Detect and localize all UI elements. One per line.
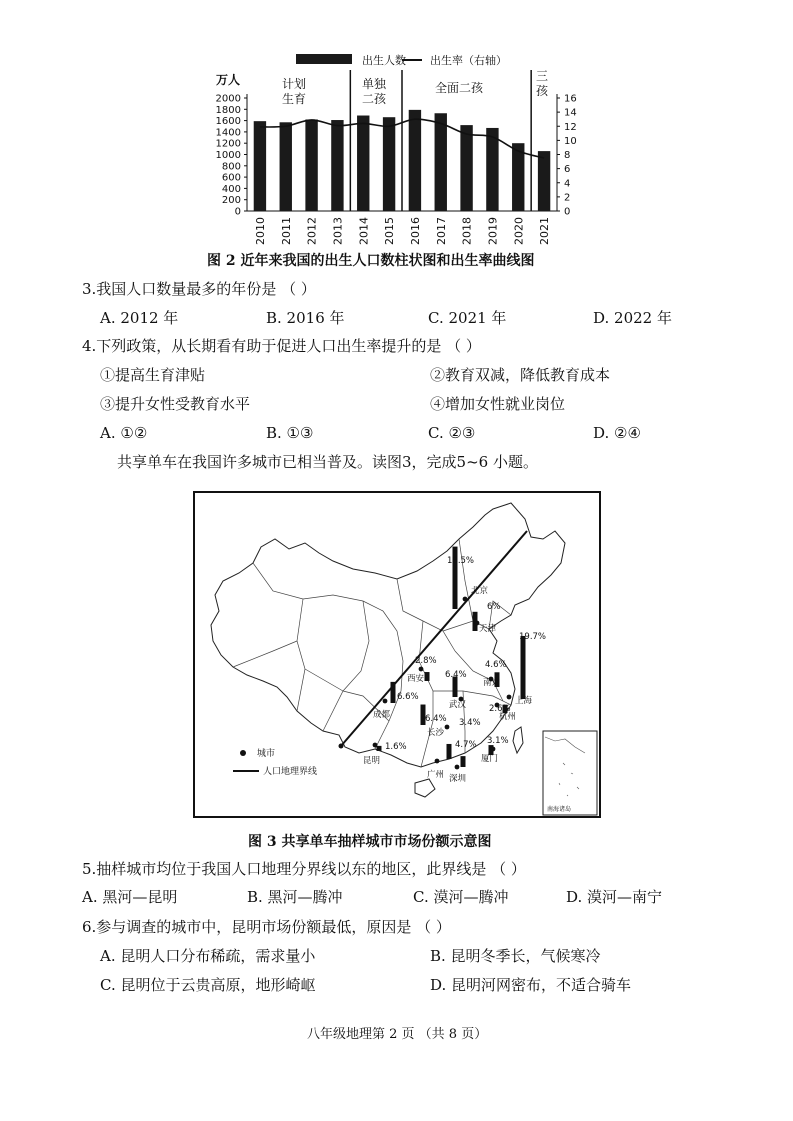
- city-label: 广州: [427, 770, 445, 780]
- q4-option-c: C. ②③: [428, 424, 476, 442]
- share-value-label: 2.6%: [489, 704, 511, 714]
- left-tick-label: 1200: [215, 138, 241, 150]
- bar-2019: [486, 128, 498, 211]
- period-label: 全面二孩: [434, 81, 484, 95]
- bar-2021: [538, 151, 550, 211]
- left-tick-label: 1400: [215, 127, 241, 139]
- share-value-label: 4.7%: [455, 740, 477, 750]
- right-tick-label: 8: [564, 150, 571, 161]
- q4-item-2: ②教育双减，降低教育成本: [430, 366, 611, 384]
- left-tick-label: 800: [221, 161, 241, 173]
- city-label: 杭州: [499, 712, 517, 722]
- city-dot-长沙: [445, 725, 450, 730]
- q6-option-d: D. 昆明河网密布，不适合骑车: [430, 976, 632, 994]
- q4-option-a: A. ①②: [100, 424, 148, 442]
- bar-2015: [383, 117, 395, 211]
- share-value-label: 6.4%: [445, 670, 467, 680]
- share-value-label: 19.5%: [447, 556, 475, 566]
- x-tick-label: 2015: [383, 217, 397, 245]
- city-dot-西安: [419, 667, 424, 672]
- city-dot-深圳: [455, 765, 460, 770]
- q5-option-b: B. 黑河—腾冲: [247, 888, 343, 906]
- x-tick-label: 2014: [357, 217, 371, 245]
- share-bar-成都: [391, 682, 396, 703]
- share-bar-广州: [447, 744, 452, 759]
- q4-item-4: ④增加女性就业岗位: [430, 395, 566, 413]
- right-tick-label: 2: [564, 192, 571, 204]
- q5-option-d: D. 漠河—南宁: [566, 888, 663, 906]
- legend-line-label: 出生率（右轴）: [430, 54, 507, 67]
- inset-label: 南海诸岛: [547, 806, 572, 813]
- left-axis-unit: 万人: [216, 73, 241, 87]
- share-bar-西安: [425, 672, 430, 681]
- right-tick-label: 4: [564, 178, 571, 190]
- x-tick-label: 2010: [253, 217, 267, 245]
- city-label: 西安: [407, 674, 425, 684]
- china-map-figure: [193, 491, 601, 818]
- x-tick-label: 2018: [460, 217, 474, 245]
- right-tick-label: 12: [564, 121, 577, 133]
- share-value-label: 6.4%: [425, 714, 447, 724]
- q3-option-c: C. 2021 年: [428, 309, 507, 327]
- city-dot-北京: [463, 597, 468, 602]
- q3-option-a: A. 2012 年: [100, 309, 179, 327]
- city-label: 北京: [471, 586, 489, 596]
- bar-2010: [254, 121, 266, 211]
- left-tick-label: 600: [221, 172, 241, 184]
- intro-text: 共享单车在我国许多城市已相当普及。读图3，完成5~6 小题。: [117, 453, 538, 471]
- share-value-label: 4.6%: [485, 660, 507, 670]
- x-tick-label: 2019: [486, 217, 500, 245]
- city-label: 天津: [479, 624, 497, 634]
- bar-2013: [331, 120, 343, 211]
- period-label: 计划: [281, 77, 307, 91]
- q5-option-c: C. 漠河—腾冲: [413, 888, 509, 906]
- period-label: 孩: [535, 84, 549, 98]
- q4-option-b: B. ①③: [266, 424, 314, 442]
- q4-item-3: ③提升女性受教育水平: [100, 395, 251, 413]
- birth-chart: [0, 0, 793, 250]
- legend-line-label: 人口地理界线: [263, 767, 318, 777]
- q4-option-d: D. ②④: [593, 424, 641, 442]
- left-tick-label: 200: [221, 195, 241, 207]
- left-tick-label: 1800: [215, 104, 241, 116]
- share-value-label: 6.6%: [397, 692, 419, 702]
- bar-2012: [305, 119, 317, 211]
- share-value-label: 2.8%: [415, 656, 437, 666]
- bar-2017: [435, 113, 447, 211]
- left-tick-label: 1000: [215, 150, 241, 161]
- boundary-endpoint: [339, 744, 344, 749]
- bar-2016: [409, 110, 421, 211]
- q6-stem: 6.参与调查的城市中，昆明市场份额最低，原因是 （ ）: [82, 918, 451, 936]
- left-tick-label: 0: [234, 206, 241, 218]
- left-tick-label: 400: [221, 183, 241, 195]
- right-tick-label: 6: [564, 164, 571, 176]
- city-dot-厦门: [491, 747, 496, 752]
- right-tick-label: 10: [564, 135, 577, 147]
- city-dot-广州: [435, 759, 440, 764]
- q3-option-b: B. 2016 年: [266, 309, 345, 327]
- x-tick-label: 2020: [512, 217, 526, 245]
- bar-2018: [460, 125, 472, 211]
- q6-option-b: B. 昆明冬季长，气候寒冷: [430, 947, 601, 965]
- right-tick-label: 14: [564, 107, 577, 119]
- q5-stem: 5.抽样城市均位于我国人口地理分界线以东的地区，此界线是 （ ）: [82, 860, 526, 878]
- x-tick-label: 2021: [538, 217, 552, 245]
- q4-stem: 4.下列政策，从长期看有助于促进人口出生率提升的是 （ ）: [82, 337, 481, 355]
- q6-option-a: A. 昆明人口分布稀疏，需求量小: [100, 947, 316, 965]
- left-tick-label: 1600: [215, 116, 241, 128]
- period-label: 生育: [281, 92, 307, 106]
- period-label: 单独: [361, 77, 387, 91]
- share-value-label: 3.1%: [487, 736, 509, 746]
- x-tick-label: 2017: [434, 217, 448, 245]
- city-label: 南京: [483, 678, 501, 688]
- city-label: 武汉: [449, 700, 467, 710]
- south-china-sea-inset: [543, 731, 597, 815]
- city-dot-昆明: [373, 743, 378, 748]
- left-tick-label: 2000: [215, 93, 241, 105]
- legend-city-dot: [240, 750, 246, 756]
- q6-option-c: C. 昆明位于云贵高原，地形崎岖: [100, 976, 316, 994]
- share-bar-深圳: [461, 756, 466, 767]
- legend-city-label: 城市: [257, 749, 276, 759]
- city-label: 长沙: [427, 728, 445, 738]
- q3-stem: 3.我国人口数量最多的年份是 （ ）: [82, 280, 316, 298]
- bar-2020: [512, 143, 524, 211]
- page-footer: 八年级地理第 2 页 （共 8 页）: [307, 1027, 488, 1042]
- bar-2014: [357, 116, 369, 211]
- legend-bar-label: 出生人数: [362, 54, 406, 67]
- x-tick-label: 2013: [331, 217, 345, 245]
- bar-2011: [280, 122, 292, 211]
- city-dot-上海: [507, 695, 512, 700]
- city-label: 昆明: [363, 756, 381, 766]
- figure2-caption: 图 2 近年来我国的出生人口数柱状图和出生率曲线图: [207, 253, 535, 269]
- q3-option-d: D. 2022 年: [593, 309, 672, 327]
- city-dot-成都: [383, 699, 388, 704]
- city-label: 厦门: [481, 754, 499, 764]
- share-value-label: 6%: [487, 602, 501, 612]
- share-value-label: 3.4%: [459, 718, 481, 728]
- q4-item-1: ①提高生育津贴: [100, 366, 206, 384]
- period-label: 三: [535, 69, 549, 83]
- share-value-label: 1.6%: [385, 742, 407, 752]
- city-label: 成都: [373, 710, 391, 720]
- right-tick-label: 16: [564, 93, 577, 105]
- x-tick-label: 2011: [279, 217, 293, 245]
- share-bar-上海: [521, 636, 526, 699]
- x-tick-label: 2012: [305, 217, 319, 245]
- city-label: 深圳: [449, 774, 467, 784]
- share-value-label: 19.7%: [519, 632, 547, 642]
- x-tick-label: 2016: [408, 217, 422, 245]
- period-label: 二孩: [361, 92, 387, 106]
- legend-bar-swatch: [296, 54, 352, 64]
- share-bar-昆明: [377, 746, 382, 751]
- q5-option-a: A. 黑河—昆明: [82, 888, 178, 906]
- right-tick-label: 0: [564, 206, 571, 218]
- figure3-caption: 图 3 共享单车抽样城市市场份额示意图: [248, 834, 492, 850]
- city-label: 上海: [515, 696, 533, 706]
